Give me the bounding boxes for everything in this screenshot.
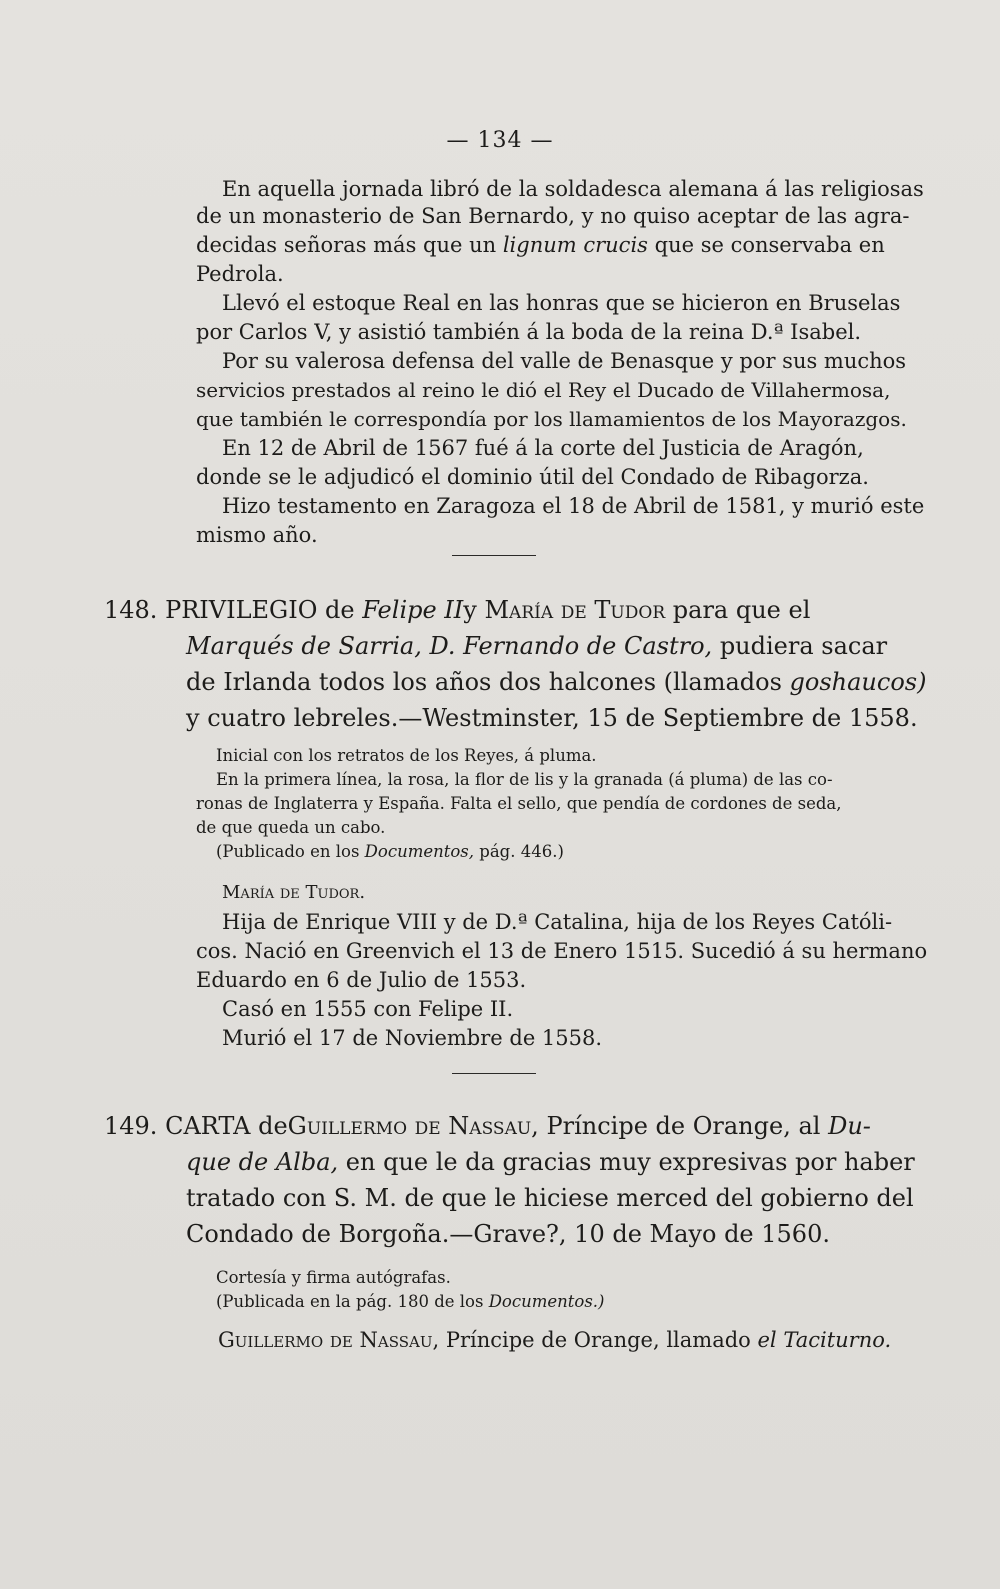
bio-line: cos. Nació en Greenvich el 13 de Enero 1515. Sucedió á su hermano xyxy=(196,939,928,963)
body-line: Pedrola. xyxy=(196,262,284,286)
note-line xyxy=(216,844,564,861)
note-line: En la primera línea, la rosa, la flor de lis y la granada (á pluma) de las co- xyxy=(216,770,833,789)
bio-line: Murió el 17 de Noviembre de 1558. xyxy=(222,1026,603,1050)
section-divider xyxy=(452,555,536,556)
entry-149-line: Condado de Borgoña.—Grave?, 10 de Mayo de 1560. xyxy=(186,1220,830,1248)
body-line: mismo año. xyxy=(196,523,318,547)
text-segment: pág. 446.) xyxy=(479,842,564,861)
italic-text: lignum crucis xyxy=(502,233,648,257)
body-line: servicios prestados al reino le dió el Rey el Ducado de Villahermosa, xyxy=(196,378,891,402)
bio-title: María de Tudor. xyxy=(222,882,366,903)
text-segment: y xyxy=(463,596,477,624)
text-segment: para que el xyxy=(672,596,811,624)
entry-148-line: y cuatro lebreles.—Westminster, 15 de Septiembre de 1558. xyxy=(186,704,918,732)
body-line xyxy=(196,235,885,256)
italic-text: que de Alba, xyxy=(186,1148,339,1176)
entry-149-line xyxy=(186,1150,915,1174)
entry-149-heading xyxy=(104,1114,871,1138)
note-line xyxy=(216,1294,605,1311)
final-line xyxy=(218,1330,891,1351)
text-segment: en que le da gracias muy expresivas por haber xyxy=(345,1148,915,1176)
text-segment: decidas señoras más que un xyxy=(196,233,497,257)
italic-text: Documentos, xyxy=(364,842,475,861)
note-line: Inicial con los retratos de los Reyes, á pluma. xyxy=(216,746,597,765)
body-line: Por su valerosa defensa del valle de Benasque y por sus muchos xyxy=(222,349,907,373)
text-segment: Príncipe de Orange, llamado xyxy=(445,1328,751,1352)
note-line: Cortesía y firma autógrafas. xyxy=(216,1268,451,1287)
italic-text: el Taciturno. xyxy=(757,1328,892,1352)
italic-text: Felipe II xyxy=(362,596,464,624)
body-line xyxy=(222,177,924,201)
body-line: por Carlos V, y asistió también á la boda de la reina D.ª Isabel. xyxy=(196,320,862,344)
text-segment: (Publicado en los xyxy=(216,842,360,861)
entry-148-line xyxy=(186,670,926,694)
bio-line: Casó en 1555 con Felipe II. xyxy=(222,997,514,1021)
body-line: Hizo testamento en Zaragoza el 18 de Abril de 1581, y murió este xyxy=(222,494,925,518)
italic-text: Marqués de Sarria, D. Fernando de Castro, xyxy=(186,632,713,660)
body-line: donde se le adjudicó el dominio útil del Condado de Ribagorza. xyxy=(196,465,869,489)
body-line: En 12 de Abril de 1567 fué á la corte del Justicia de Aragón, xyxy=(222,436,864,460)
page-number: — 134 — xyxy=(446,128,554,153)
small-caps-name: Guillermo de Nassau, xyxy=(287,1112,539,1140)
italic-text: Du- xyxy=(828,1112,871,1140)
section-divider xyxy=(452,1073,536,1074)
body-line: de un monasterio de San Bernardo, y no quiso aceptar de las agra- xyxy=(196,204,910,228)
text-segment: de Irlanda todos los años dos halcones (llamados xyxy=(186,668,782,696)
text-segment: pudiera sacar xyxy=(719,632,888,660)
entry-number: 148. xyxy=(104,596,158,624)
small-caps-name: Guillermo de Nassau, xyxy=(218,1328,440,1352)
entry-title: CARTA de xyxy=(165,1112,288,1140)
entry-148-line xyxy=(186,634,887,658)
note-line: de que queda un cabo. xyxy=(196,818,386,837)
bio-line: Eduardo en 6 de Julio de 1553. xyxy=(196,968,527,992)
bio-line: Hija de Enrique VIII y de D.ª Catalina, hija de los Reyes Católi- xyxy=(222,910,893,934)
text-segment: Príncipe de Orange, al xyxy=(546,1112,821,1140)
italic-text: goshaucos) xyxy=(789,668,927,696)
entry-number: 149. xyxy=(104,1112,158,1140)
entry-148-heading xyxy=(104,598,810,622)
italic-text: Documentos.) xyxy=(488,1292,605,1311)
body-line: que también le correspondía por los llamamientos de los Mayorazgos. xyxy=(196,407,907,431)
text-line: En aquella jornada libró de la soldadesca alemana á las religiosas xyxy=(222,177,924,201)
text-segment: (Publicada en la pág. 180 de los xyxy=(216,1292,484,1311)
text-segment: que se conservaba en xyxy=(654,233,885,257)
small-caps-name: María de Tudor xyxy=(484,596,666,624)
body-line: Llevó el estoque Real en las honras que se hicieron en Bruselas xyxy=(222,291,901,315)
entry-title: PRIVILEGIO de xyxy=(165,596,355,624)
entry-149-line: tratado con S. M. de que le hiciese merced del gobierno del xyxy=(186,1184,914,1212)
note-line: ronas de Inglaterra y España. Falta el sello, que pendía de cordones de seda, xyxy=(196,794,842,813)
